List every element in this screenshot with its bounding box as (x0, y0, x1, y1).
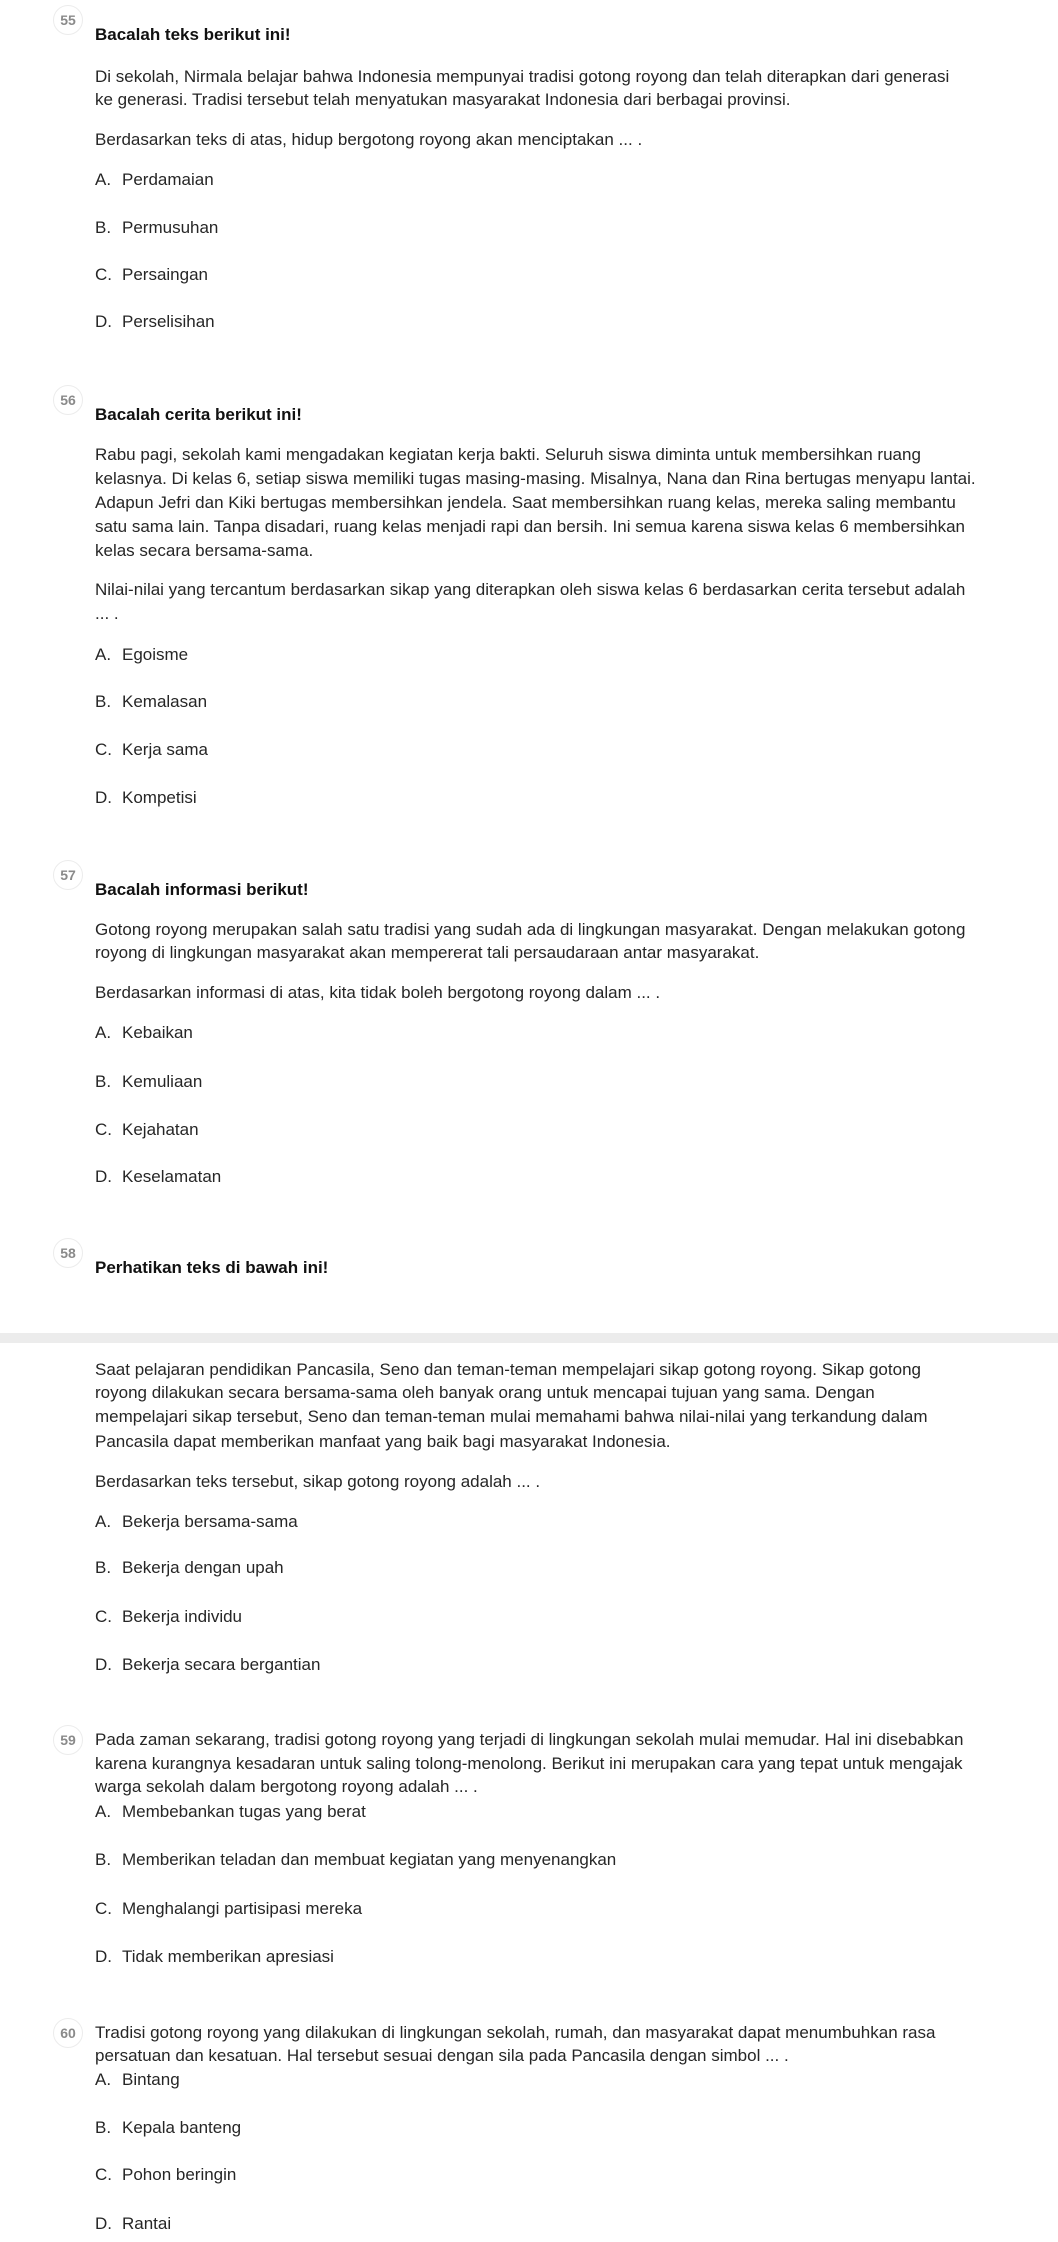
reading-passage-line: Gotong royong merupakan salah satu tradisi yang sudah ada di lingkungan masyarakat. Dengan melakukan gotong (95, 920, 966, 939)
question-text-line: Berdasarkan teks di atas, hidup bergotong royong akan menciptakan ... . (95, 130, 643, 149)
reading-passage-line: Adapun Jefri dan Kiki bertugas membersihkan jendela. Saat membersihkan ruang kelas, mereka saling membantu (95, 493, 956, 512)
option-text: Keselamatan (122, 1167, 222, 1186)
question-text-line: Tradisi gotong royong yang dilakukan di lingkungan sekolah, rumah, dan masyarakat dapat menumbuhkan rasa (95, 2023, 936, 2042)
question-number-badge: 57 (53, 860, 83, 890)
answer-option[interactable] (95, 687, 207, 717)
option-letter: A. (95, 1512, 112, 1531)
option-text: Kebaikan (122, 1023, 193, 1042)
reading-passage-line: Saat pelajaran pendidikan Pancasila, Seno dan teman-teman mempelajari sikap gotong royong. Sikap gotong (95, 1360, 921, 1379)
option-letter: A. (95, 170, 112, 189)
reading-passage-line: Rabu pagi, sekolah kami mengadakan kegiatan kerja bakti. Seluruh siswa diminta untuk membersihkan ruang (95, 445, 921, 464)
question-number-badge: 58 (53, 1238, 83, 1268)
question-instruction: Bacalah cerita berikut ini! (95, 405, 302, 424)
question-number-badge: 55 (53, 5, 83, 35)
answer-option[interactable] (95, 2209, 171, 2239)
answer-option[interactable] (95, 307, 215, 337)
option-text: Bekerja bersama-sama (122, 1512, 298, 1531)
option-text: Perselisihan (122, 312, 215, 331)
answer-option[interactable] (95, 1602, 242, 1632)
option-text: Persaingan (122, 265, 209, 284)
option-letter: C. (95, 2165, 112, 2184)
option-letter: D. (95, 312, 112, 331)
option-text: Memberikan teladan dan membuat kegiatan yang menyenangkan (122, 1850, 617, 1869)
answer-option[interactable] (95, 2160, 236, 2190)
option-letter: D. (95, 1167, 112, 1186)
answer-option[interactable] (95, 1507, 298, 1537)
reading-passage-line: Pancasila dapat memberikan manfaat yang baik bagi masyarakat Indonesia. (95, 1432, 671, 1451)
question-number-badge: 59 (53, 1725, 83, 1755)
option-text: Kerja sama (122, 740, 208, 759)
question-text-line: Berdasarkan teks tersebut, sikap gotong royong adalah ... . (95, 1472, 541, 1491)
option-text: Kemuliaan (122, 1072, 203, 1091)
reading-passage-line: satu sama lain. Tanpa disadari, ruang kelas menjadi rapi dan bersih. Ini semua karena siswa kelas 6 membersihkan (95, 517, 965, 536)
question-text-line: Berdasarkan informasi di atas, kita tidak boleh bergotong royong dalam ... . (95, 983, 661, 1002)
answer-option[interactable] (95, 1797, 366, 1827)
question-instruction: Bacalah informasi berikut! (95, 880, 309, 899)
option-letter: A. (95, 1802, 112, 1821)
answer-option[interactable] (95, 1115, 199, 1145)
question-text-line: Nilai-nilai yang tercantum berdasarkan sikap yang diterapkan oleh siswa kelas 6 berdasarkan cerita tersebut adalah (95, 580, 966, 599)
answer-option[interactable] (95, 213, 218, 243)
option-text: Pohon beringin (122, 2165, 237, 2184)
question-number-badge: 56 (53, 385, 83, 415)
answer-option[interactable] (95, 735, 208, 765)
answer-option[interactable] (95, 783, 197, 813)
reading-passage-line: ke generasi. Tradisi tersebut telah menyatukan masyarakat Indonesia dari berbagai provinsi. (95, 90, 791, 109)
reading-passage-line: Di sekolah, Nirmala belajar bahwa Indonesia mempunyai tradisi gotong royong dan telah diterapkan dari generasi (95, 67, 950, 86)
answer-option[interactable] (95, 1942, 334, 1972)
option-letter: D. (95, 1655, 112, 1674)
answer-option[interactable] (95, 1650, 320, 1680)
reading-passage-line: royong di lingkungan masyarakat akan mempererat tali persaudaraan antar masyarakat. (95, 943, 760, 962)
option-letter: B. (95, 1072, 112, 1091)
option-text: Membebankan tugas yang berat (122, 1802, 366, 1821)
reading-passage-line: kelasnya. Di kelas 6, setiap siswa memiliki tugas masing-masing. Misalnya, Nana dan Rina bertugas menyapu lantai. (95, 469, 976, 488)
answer-option[interactable] (95, 260, 208, 290)
answer-option[interactable] (95, 1018, 193, 1048)
option-letter: C. (95, 1120, 112, 1139)
option-letter: C. (95, 265, 112, 284)
option-text: Kompetisi (122, 788, 197, 807)
answer-option[interactable] (95, 1067, 202, 1097)
question-instruction: Perhatikan teks di bawah ini! (95, 1258, 329, 1277)
option-text: Kemalasan (122, 692, 208, 711)
option-text: Tidak memberikan apresiasi (122, 1947, 334, 1966)
option-letter: C. (95, 1607, 112, 1626)
reading-passage-line: mempelajari sikap tersebut, Seno dan teman-teman mulai memahami bahwa nilai-nilai yang terkandung dalam (95, 1407, 928, 1426)
option-letter: B. (95, 1850, 112, 1869)
option-text: Menghalangi partisipasi mereka (122, 1899, 363, 1918)
question-text-line: karena kurangnya kesadaran untuk saling tolong-menolong. Berikut ini merupakan cara yang tepat untuk mengajak (95, 1754, 963, 1773)
option-letter: B. (95, 2118, 112, 2137)
option-letter: B. (95, 692, 112, 711)
option-text: Bekerja secara bergantian (122, 1655, 321, 1674)
answer-option[interactable] (95, 1845, 616, 1875)
reading-passage-line: kelas secara bersama-sama. (95, 541, 314, 560)
question-text-line: Pada zaman sekarang, tradisi gotong royong yang terjadi di lingkungan sekolah mulai memudar. Hal ini disebabkan (95, 1730, 964, 1749)
option-letter: D. (95, 1947, 112, 1966)
question-instruction: Bacalah teks berikut ini! (95, 25, 291, 44)
option-letter: C. (95, 1899, 112, 1918)
option-text: Bekerja dengan upah (122, 1558, 284, 1577)
option-text: Permusuhan (122, 218, 219, 237)
option-letter: C. (95, 740, 112, 759)
option-text: Bintang (122, 2070, 180, 2089)
option-text: Egoisme (122, 645, 189, 664)
option-letter: D. (95, 2214, 112, 2233)
option-text: Rantai (122, 2214, 172, 2233)
option-letter: B. (95, 218, 112, 237)
option-letter: A. (95, 1023, 112, 1042)
option-text: Kepala banteng (122, 2118, 242, 2137)
option-text: Perdamaian (122, 170, 214, 189)
answer-option[interactable] (95, 1553, 284, 1583)
option-letter: B. (95, 1558, 112, 1577)
section-divider (0, 1333, 1058, 1343)
question-text-line: ... . (95, 604, 119, 623)
option-letter: A. (95, 645, 112, 664)
answer-option[interactable] (95, 1162, 221, 1192)
option-text: Bekerja individu (122, 1607, 243, 1626)
option-letter: D. (95, 788, 112, 807)
option-text: Kejahatan (122, 1120, 199, 1139)
answer-option[interactable] (95, 2065, 180, 2095)
reading-passage-line: royong dilakukan secara bersama-sama oleh banyak orang untuk mencapai tujuan yang sama. Dengan (95, 1383, 875, 1402)
question-text-line: warga sekolah dalam bergotong royong adalah ... . (95, 1777, 478, 1796)
answer-option[interactable] (95, 1894, 362, 1924)
question-number-badge: 60 (53, 2018, 83, 2048)
answer-option[interactable] (95, 2113, 241, 2143)
answer-option[interactable] (95, 165, 214, 195)
question-text-line: persatuan dan kesatuan. Hal tersebut sesuai dengan sila pada Pancasila dengan simbol ... . (95, 2046, 789, 2065)
answer-option[interactable] (95, 640, 188, 670)
option-letter: A. (95, 2070, 112, 2089)
